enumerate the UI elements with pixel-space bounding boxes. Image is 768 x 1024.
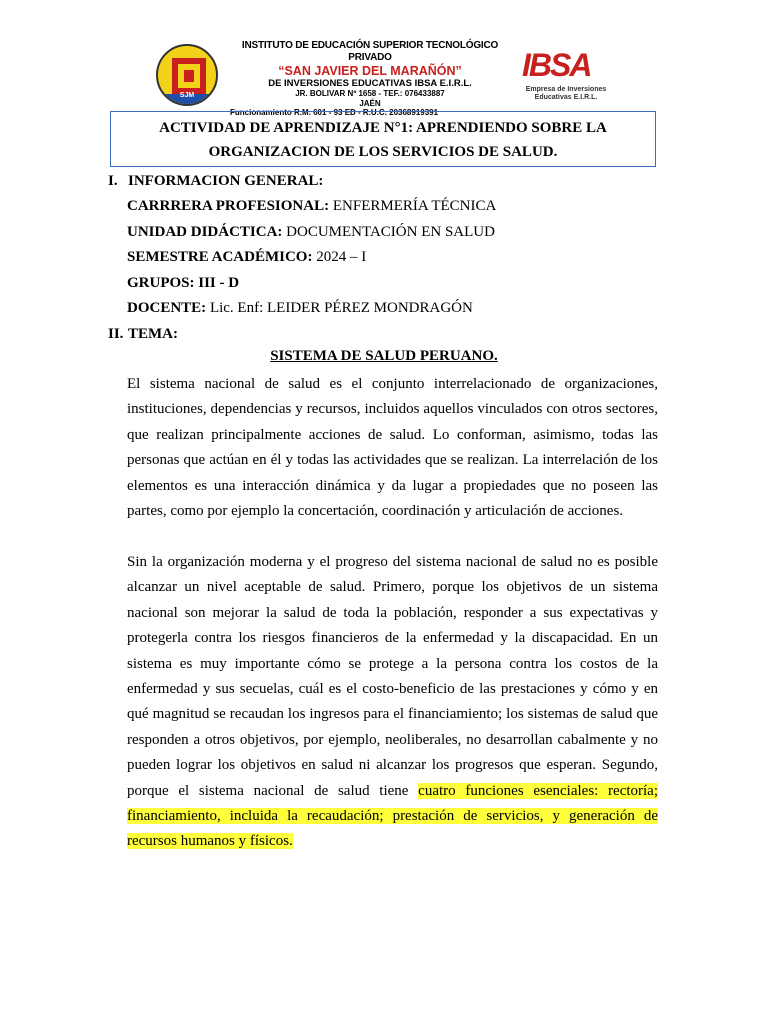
unit-row xyxy=(127,224,495,241)
activity-title-box xyxy=(110,111,656,167)
career-value: ENFERMERÍA TÉCNICA xyxy=(329,198,497,214)
ibsa-logo-subtitle: Empresa de Inversiones Educativas E.I.R.L. xyxy=(525,86,607,101)
career-label: CARRRERA PROFESIONAL: xyxy=(127,198,330,214)
ibsa-logo xyxy=(520,44,620,110)
teacher-value: Lic. Enf: LEIDER PÉREZ MONDRAGÓN xyxy=(206,300,473,316)
career-row xyxy=(127,198,496,215)
semester-label: SEMESTRE ACADÉMICO: xyxy=(127,249,313,265)
institution-logo xyxy=(156,44,218,106)
institution-logo-text: SJM xyxy=(179,92,195,99)
institution-type: INSTITUTO DE EDUCACIÓN SUPERIOR TECNOLÓGICO PRIVADO xyxy=(241,40,499,63)
activity-title-line1: ACTIVIDAD DE APRENDIZAJE N°1: APRENDIENDO SOBRE LA xyxy=(159,120,607,136)
topic-title: SISTEMA DE SALUD PERUANO. xyxy=(270,348,498,364)
topic-paragraph-1: El sistema nacional de salud es el conjunto interrelacionado de organizaciones, instituciones, dependencias y recursos, incluidos aquellos vinculados con otros sectores, que realizan principalmente acciones de salud. Lo conforman, asimismo, todas las personas que actúan en él y todas las actividades que se realizan. La interrelación de los elementos es una interacción dinámica y da lugar a propiedades que no poseen las partes, como por ejemplo la concertación, coordinación y articulación de acciones. xyxy=(127,376,658,520)
institution-registration: Funcionamiento R.M. 601 - 93 ED - R.U.C. 20368919391 xyxy=(230,108,439,117)
activity-title-line2: ORGANIZACION DE LOS SERVICIOS DE SALUD. xyxy=(208,144,558,160)
paragraph-2-text: Sin la organización moderna y el progreso del sistema nacional de salud no es posible alcanzar un nivel aceptable de salud. Primero, porque los objetivos de un sistema nacional son mejorar la salud de toda la población, responder a sus expectativas y protegerla contra los riesgos financieros de la enfermedad y la discapacidad. En un sistema es muy importante cómo se protege a la persona contra los costos de la enfermedad y sus secuelas, cuál es el costo-beneficio de las prestaciones y cómo y en qué magnitud se recaudan los ingresos para el financiamiento; los sistemas de salud que responden a otros objetivos, por ejemplo, neoliberales, no desarrollan cabalmente y no pueden lograr los objetivos en salud ni alcanzar los progresos que esperan. Segundo, porque el sistema nacional de salud tiene xyxy=(127,554,658,799)
groups-row xyxy=(127,275,239,292)
semester-value: 2024 – I xyxy=(312,249,367,265)
institution-name: “SAN JAVIER DEL MARAÑÓN” xyxy=(278,64,462,78)
teacher-row xyxy=(127,300,473,317)
institution-owner: DE INVERSIONES EDUCATIVAS IBSA E.I.R.L. xyxy=(268,78,472,89)
section-title: TEMA: xyxy=(128,326,178,342)
highlighted-functions-text: cuatro funciones esenciales: rectoría; financiamiento, incluida la recaudación; prestación de servicios, y generación de recursos humanos y físicos. xyxy=(127,782,659,850)
unit-value: DOCUMENTACIÓN EN SALUD xyxy=(282,224,495,240)
unit-label: UNIDAD DIDÁCTICA: xyxy=(127,224,283,240)
groups-label: GRUPOS: xyxy=(127,275,195,291)
institution-header xyxy=(150,40,620,117)
section-number: II. xyxy=(108,326,124,342)
section-number: I. xyxy=(108,173,118,189)
semester-row xyxy=(127,249,366,266)
ibsa-logo-text: IBSA xyxy=(522,47,591,83)
section-title: INFORMACION GENERAL: xyxy=(128,173,324,189)
teacher-label: DOCENTE: xyxy=(127,300,207,316)
section-topic-heading xyxy=(108,326,178,343)
institution-info xyxy=(220,40,520,118)
section-general-info-heading xyxy=(108,173,323,190)
institution-city: JAÉN xyxy=(359,99,381,108)
institution-address: JR. BOLIVAR Nº 1658 - TEF.: 076433887 xyxy=(295,89,445,98)
groups-value: III - D xyxy=(194,275,240,291)
topic-paragraph-2 xyxy=(127,550,658,855)
